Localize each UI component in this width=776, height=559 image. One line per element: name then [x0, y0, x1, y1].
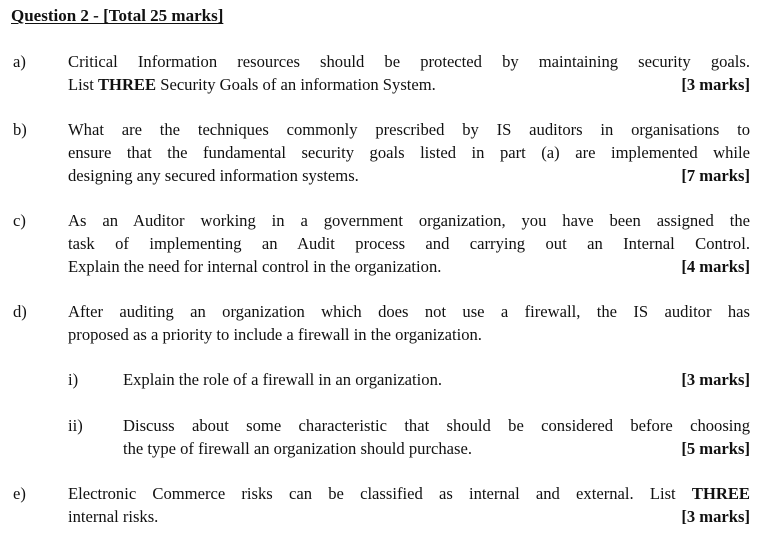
question-label: a) — [13, 52, 26, 71]
question-line-text — [68, 73, 436, 96]
question-line-text: Explain the need for internal control in the organization. — [68, 257, 442, 276]
question-last-line — [68, 73, 750, 96]
text-fragment: List — [68, 75, 98, 94]
question-last-line — [123, 437, 750, 460]
question-text — [68, 209, 750, 278]
subquestion-label: ii) — [68, 416, 83, 435]
question-line: Discuss about some characteristic that should be considered before choosing — [123, 416, 750, 435]
question-line-text: designing any secured information systems. — [68, 166, 359, 185]
question-label: b) — [13, 120, 27, 139]
question-label: e) — [13, 484, 26, 503]
marks-label: [7 marks] — [681, 166, 750, 185]
text-fragment: Electronic Commerce risks can be classified as internal and external. List — [68, 484, 692, 503]
question-title: Question 2 - [Total 25 marks] — [11, 6, 224, 25]
question-line: Critical Information resources should be protected by maintaining security goals. — [68, 52, 750, 71]
question-text — [68, 300, 750, 346]
question-last-line — [68, 255, 750, 278]
keyword: THREE — [97, 75, 157, 94]
marks-label: [4 marks] — [681, 257, 750, 276]
question-line: proposed as a priority to include a firewall in the organization. — [68, 325, 482, 344]
question-line: After auditing an organization which does not use a firewall, the IS auditor has — [68, 302, 750, 321]
question-last-line — [123, 368, 750, 391]
question-text — [68, 50, 750, 96]
question-line-text: the type of firewall an organization should purchase. — [123, 439, 472, 458]
marks-label: [5 marks] — [681, 439, 750, 458]
question-line-text: internal risks. — [68, 507, 159, 526]
question-line: ensure that the fundamental security goals listed in part (a) are implemented while — [68, 143, 750, 162]
question-line: As an Auditor working in a government organization, you have been assigned the — [68, 211, 750, 230]
question-last-line — [68, 505, 750, 528]
question-text — [68, 482, 750, 528]
question-line — [68, 482, 750, 505]
subquestion-label: i) — [68, 370, 79, 389]
question-label: d) — [13, 302, 27, 321]
keyword: THREE — [691, 484, 750, 503]
question-line-text: Explain the role of a firewall in an organization. — [123, 370, 443, 389]
marks-label: [3 marks] — [681, 507, 750, 526]
question-line: task of implementing an Audit process and carrying out an Internal Control. — [68, 234, 750, 253]
subquestion-text — [123, 414, 750, 460]
marks-label: [3 marks] — [681, 75, 750, 94]
text-fragment: Security Goals of an information System. — [156, 75, 436, 94]
question-label: c) — [13, 211, 26, 230]
subquestion-text — [123, 368, 750, 391]
question-text — [68, 118, 750, 187]
question-line: What are the techniques commonly prescribed by IS auditors in organisations to — [68, 120, 750, 139]
marks-label: [3 marks] — [681, 370, 750, 389]
question-last-line — [68, 164, 750, 187]
